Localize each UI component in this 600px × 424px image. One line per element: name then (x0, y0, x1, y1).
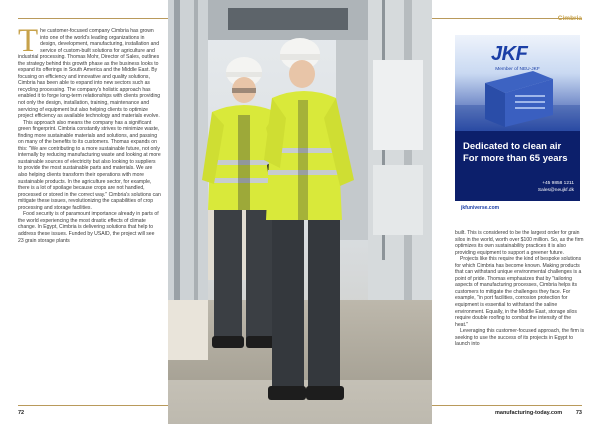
left-page-number: 72 (18, 410, 25, 416)
ad-member-line: Member of NEU-JKF (495, 67, 540, 72)
footer-rule-right (432, 405, 582, 406)
jkf-logo: JKF (491, 43, 528, 65)
left-paragraph-1: he customer-focused company Cimbria has grown into one of the world's leading organizations in design, development, manufacturing, installation and service of custom-built solutions for agriculture and industrial processing. Thomas Mohr, Director of Sales, outlines the strategy behind this growth phase as the business looks to expand its offerings in South America and the Middle East. By focusing on efficiency and innovative and quality solutions, Cimbria has been able to expand into new sectors such as recycling processing. The company's holistic approach has enabled it to forge long-term relationships with clients providing not only the design, installation, training, maintenance and servicing of equipment but also helping clients to optimize project efficiency as available technology and materials evolve. (18, 28, 161, 120)
right-paragraph-3: Leveraging this customer-focused approach, the firm is seeking to use the success of its projects in Egypt to launch into (455, 328, 585, 348)
right-article-column (455, 230, 585, 348)
ad-headline: Dedicated to clean air (463, 141, 562, 152)
top-rule (18, 18, 168, 19)
right-paragraph-2: Projects like this require the kind of bespoke solutions for which Cimbria has become known. Making products that can withstand unique environmental challenges is a point of pride. Thomas emphasizes that by "tailoring aspects of manufacturing processes, Cimbria helps its customers to mitigate the challenges they face. For example, "in port facilities, corrosion protection for equipment is essential to withstand the saline environment. Equally, in the Middle East, storage silos require double roofing to combat the intensity of the heat." (455, 256, 582, 328)
ad-email[interactable]: Sales@neujkf.dk (537, 188, 574, 193)
ad-phone: +45 9858 1211 (542, 181, 574, 186)
site-url: manufacturing-today.com (495, 410, 563, 416)
right-paragraph-1: built. This is considered to be the largest order for grain silos in the world, worth over $100 million. So, as the firm optimizes its own sustainability practices it is also providing equipment to support a greener future. (455, 230, 584, 256)
left-article-column (18, 23, 161, 244)
left-paragraph-2: This approach also means the company has a significant green fingerprint. Cimbria constantly strives to minimize waste, finding more sustainable materials and solutions, and passing on many of the benefits to its customers. Thomas expands on this: "We are contributing to a more sustainable future, not only internally by reducing manufacturing waste and looking at more sustainable sources of electricity but also looking to suppliers to provide the most sustainable parts and materials. We are also helping clients transform their operations with more sustainable products. In the agriculture sector, for example, there is a lot of spoilage because crops are not handled, processed or stored in the correct way." Cimbria's solutions can mitigate these issues, revolutionizing the capabilities of crop processing and storage facilities. (18, 119, 161, 211)
dropcap: T (18, 23, 39, 59)
jkf-advert[interactable] (455, 35, 580, 215)
workers-photo-illustration (168, 0, 432, 424)
section-tag: Cimbria (557, 15, 582, 22)
left-paragraph-3: Food security is of paramount importance already in parts of the world experiencing the most drastic effects of climate change. In Egypt, Cimbria is delivering solutions that help to address these issues. Funded by USAID, the project will see 23 grain storage plants (18, 211, 159, 244)
ad-web-strip (455, 201, 580, 215)
ad-subheadline: For more than 65 years (463, 153, 568, 164)
footer-rule (18, 405, 168, 406)
right-page-number: 73 (575, 410, 582, 416)
workers-photo (168, 0, 432, 424)
ad-website-link[interactable]: jkfuniverse.com (461, 205, 500, 211)
